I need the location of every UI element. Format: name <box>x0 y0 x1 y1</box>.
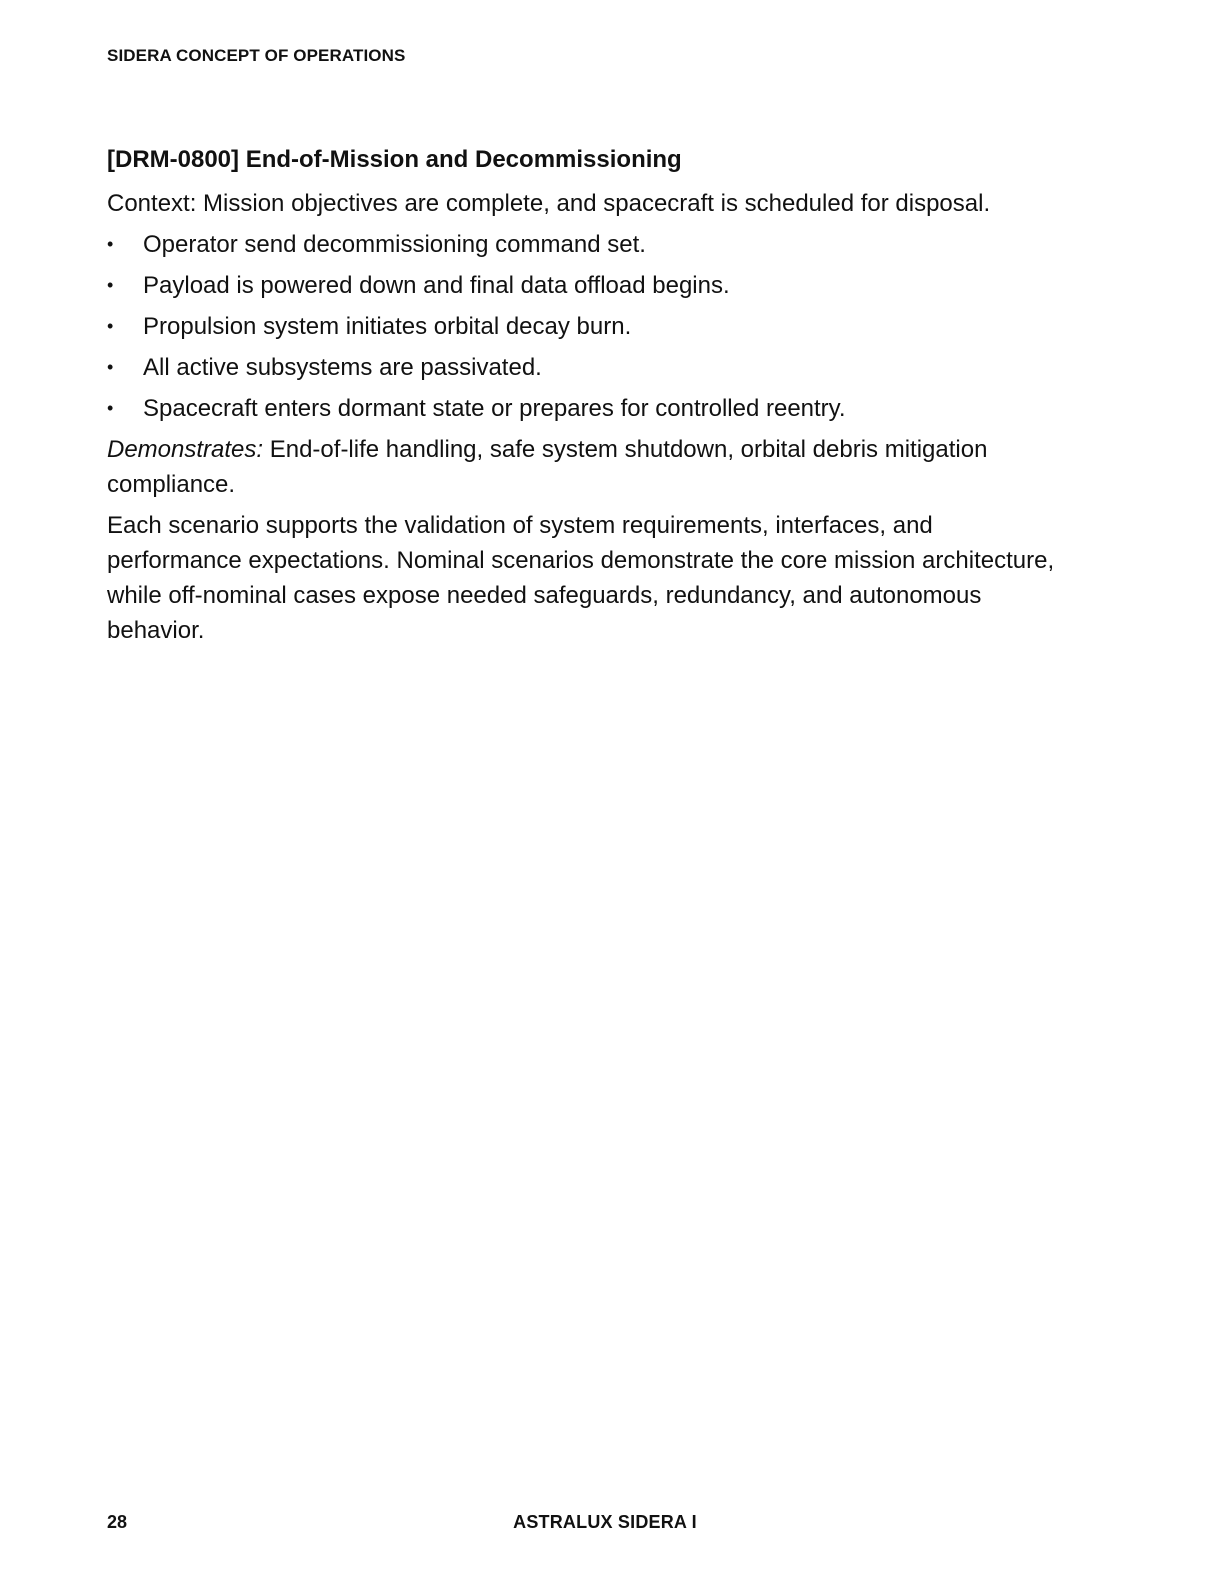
page-number: 28 <box>107 1512 128 1532</box>
bullet-icon: • <box>107 275 114 295</box>
bullet-icon: • <box>107 398 114 418</box>
list-item-text: Propulsion system initiates orbital decay burn. <box>143 313 632 340</box>
list-item-text: Operator send decommissioning command set. <box>143 231 646 258</box>
bullet-icon: • <box>107 316 114 336</box>
bullet-list <box>107 227 1067 426</box>
bullet-icon: • <box>107 357 114 377</box>
demonstrates-text: End-of-life handling, safe system shutdown, orbital debris mitigation compliance. <box>107 436 988 498</box>
page-content <box>107 144 1067 654</box>
demonstrates-paragraph <box>107 432 1067 502</box>
list-item-text: Payload is powered down and final data offload begins. <box>143 272 730 299</box>
list-item-text: All active subsystems are passivated. <box>143 354 542 381</box>
section-heading: [DRM-0800] End-of-Mission and Decommissioning <box>107 146 682 173</box>
list-item <box>107 309 1067 344</box>
running-header: SIDERA CONCEPT OF OPERATIONS <box>107 46 406 65</box>
list-item <box>107 350 1067 385</box>
list-item <box>107 227 1067 262</box>
list-item <box>107 391 1067 426</box>
footer-document-title: ASTRALUX SIDERA I <box>513 1512 697 1532</box>
demonstrates-label: Demonstrates: <box>107 436 264 463</box>
list-item <box>107 268 1067 303</box>
context-paragraph: Context: Mission objectives are complete, and spacecraft is scheduled for disposal. <box>107 190 991 217</box>
list-item-text: Spacecraft enters dormant state or prepares for controlled reentry. <box>143 395 846 422</box>
closing-paragraph: Each scenario supports the validation of system requirements, interfaces, and performance expectations. Nominal scenarios demonstrate the core mission architecture, while off-nominal cases expose needed safeguards, redundancy, and autonomous behavior. <box>107 512 1055 644</box>
bullet-icon: • <box>107 234 114 254</box>
